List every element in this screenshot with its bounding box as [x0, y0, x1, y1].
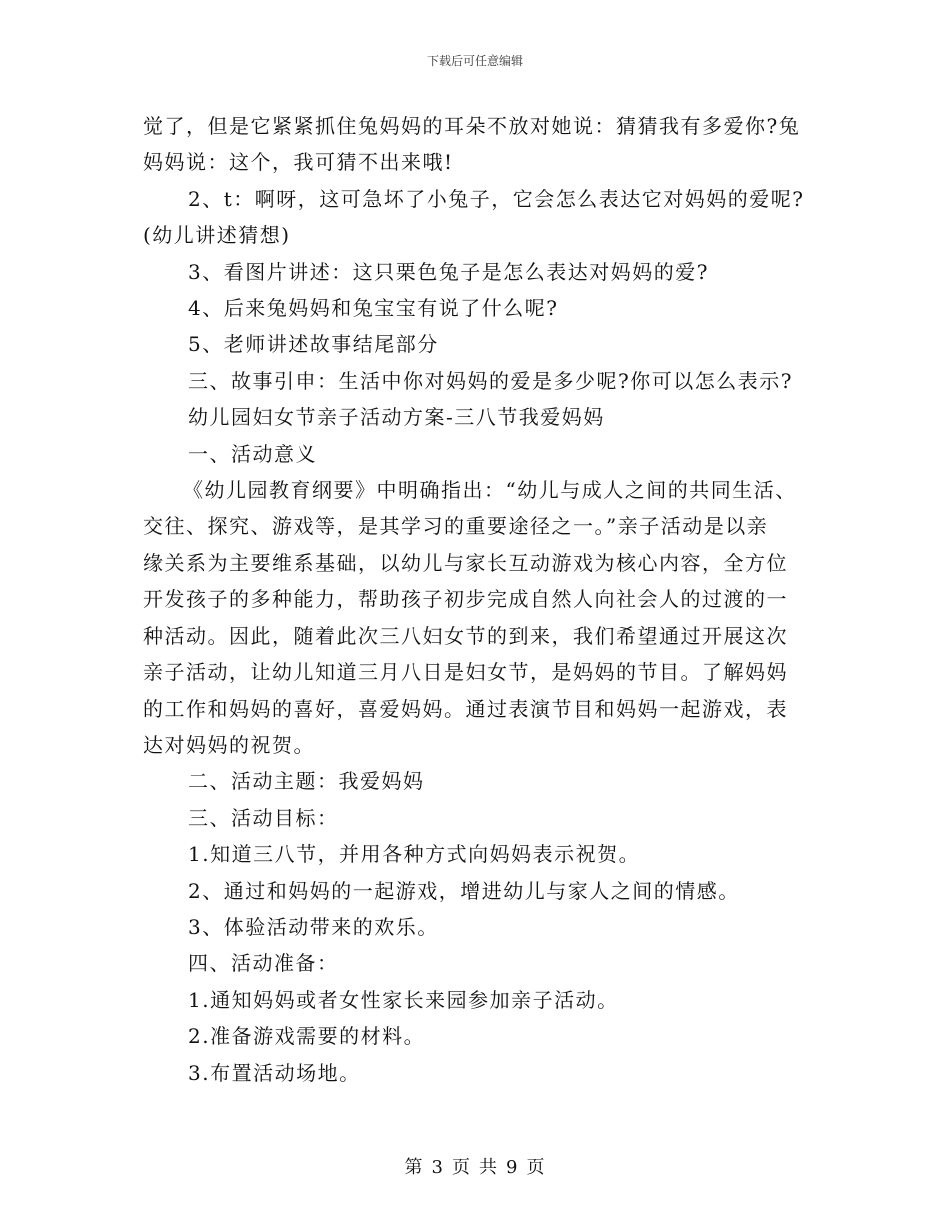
section-heading: 四、活动准备：: [188, 951, 339, 976]
text-line: 的工作和妈妈的喜好，喜爱妈妈。通过表演节目和妈妈一起游戏，表: [143, 696, 788, 721]
page-header: 下载后可任意编辑: [426, 54, 523, 68]
footer-page-word: 页: [452, 1157, 471, 1178]
footer-suffix: 页: [526, 1157, 546, 1178]
section-heading: 三、活动目标：: [188, 805, 339, 830]
text-line: 妈妈说：这个，我可猜不出来哦!: [143, 150, 454, 175]
list-item: 2、通过和妈妈的一起游戏，增进幼儿与家人之间的情感。: [188, 878, 740, 903]
text-line: 觉了，但是它紧紧抓住兔妈妈的耳朵不放对她说：猜猜我有多爱你?兔: [143, 114, 801, 138]
list-item: 1.知道三八节，并用各种方式向妈妈表示祝贺。: [188, 842, 641, 867]
total-page-number: 9: [506, 1157, 519, 1178]
footer-prefix: 第: [404, 1157, 424, 1178]
text-line: 交往、探究、游戏等，是其学习的重要途径之一。”亲子活动是以亲: [143, 514, 769, 539]
text-line: 缘关系为主要维系基础，以幼儿与家长互动游戏为核心内容，全方位: [143, 550, 788, 575]
section-heading: 一、活动意义: [188, 441, 317, 466]
text-line: 4、后来兔妈妈和兔宝宝有说了什么呢?: [188, 296, 559, 321]
list-item: 3.布置活动场地。: [188, 1060, 361, 1085]
text-line: 三、故事引申：生活中你对妈妈的爱是多少呢?你可以怎么表示?: [188, 368, 793, 393]
text-line: 5、老师讲述故事结尾部分: [188, 332, 439, 357]
footer-total-word: 共: [479, 1157, 498, 1178]
page-footer: [0, 1153, 950, 1179]
section-heading: 二、活动主题：我爱妈妈: [188, 769, 425, 794]
current-page-number: 3: [431, 1157, 444, 1178]
text-line: 2、t：啊呀，这可急坏了小兔子，它会怎么表达它对妈妈的爱呢?: [188, 186, 805, 211]
text-line: 开发孩子的多种能力，帮助孩子初步完成自然人向社会人的过渡的一: [143, 587, 788, 612]
list-item: 3、体验活动带来的欢乐。: [188, 914, 439, 939]
text-line: 《幼儿园教育纲要》中明确指出：“幼儿与成人之间的共同生活、: [183, 478, 797, 503]
text-line: 达对妈妈的祝贺。: [143, 732, 315, 757]
text-line: 3、看图片讲述：这只栗色兔子是怎么表达对妈妈的爱?: [188, 259, 709, 284]
list-item: 2.准备游戏需要的材料。: [188, 1024, 426, 1049]
text-line: 种活动。因此，随着此次三八妇女节的到来，我们希望通过开展这次: [143, 623, 788, 648]
section-title: 幼儿园妇女节亲子活动方案-三八节我爱妈妈: [188, 405, 605, 430]
document-body: [143, 108, 813, 1091]
text-line: 亲子活动，让幼儿知道三月八日是妇女节，是妈妈的节目。了解妈妈: [143, 660, 788, 685]
list-item: 1.通知妈妈或者女性家长来园参加亲子活动。: [188, 987, 619, 1012]
text-line: (幼儿讲述猜想): [143, 223, 291, 248]
